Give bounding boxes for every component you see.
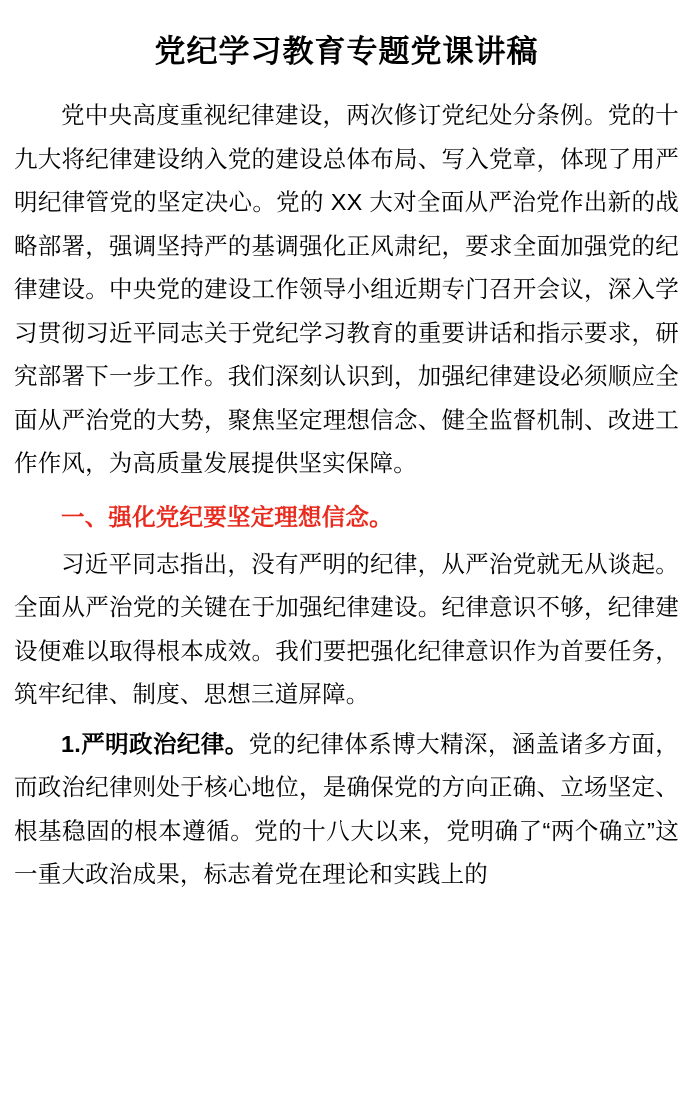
section-heading-1: 一、强化党纪要坚定理想信念。 [61,503,393,530]
document-title: 党纪学习教育专题党课讲稿 [154,34,539,69]
paragraph-section-1-body: 习近平同志指出，没有严明的纪律，从严治党就无从谈起。全面从严治党的关键在于加强纪律建设。纪律意识不够，纪律建设便难以取得根本成效。我们要把强化纪律意识作为首要任务，筑牢纪律、制度、思想三道屏障。 [14,550,679,708]
paragraph-intro: 党中央高度重视纪律建设，两次修订党纪处分条例。党的十九大将纪律建设纳入党的建设总体布局、写入党章，体现了用严明纪律管党的坚定决心。党的 XX 大对全面从严治党作出新的战略部署，强调坚持严的基调强化正风肃纪，要求全面加强党的纪律建设。中央党的建设工作领导小组近期专门召开会议，深入学习贯彻习近平同志关于党纪学习教育的重要讲话和指示要求，研究部署下一步工作。我们深刻认识到，加强纪律建设必须顺应全面从严治党的大势，聚焦坚定理想信念、健全监督机制、改进工作作风，为高质量发展提供坚实保障。 [14,102,679,477]
paragraph-item-1 [14,723,679,897]
item-1-text: 党的纪律体系博大精深，涵盖诸多方面，而政治纪律则处于核心地位，是确保党的方向正确、立场坚定、根基稳固的根本遵循。党的十八大以来，党明确了“两个确立”这一重大政治成果，标志着党在理论和实践上的 [14,730,679,888]
item-1-lead: 1.严明政治纪律。 [61,730,249,757]
